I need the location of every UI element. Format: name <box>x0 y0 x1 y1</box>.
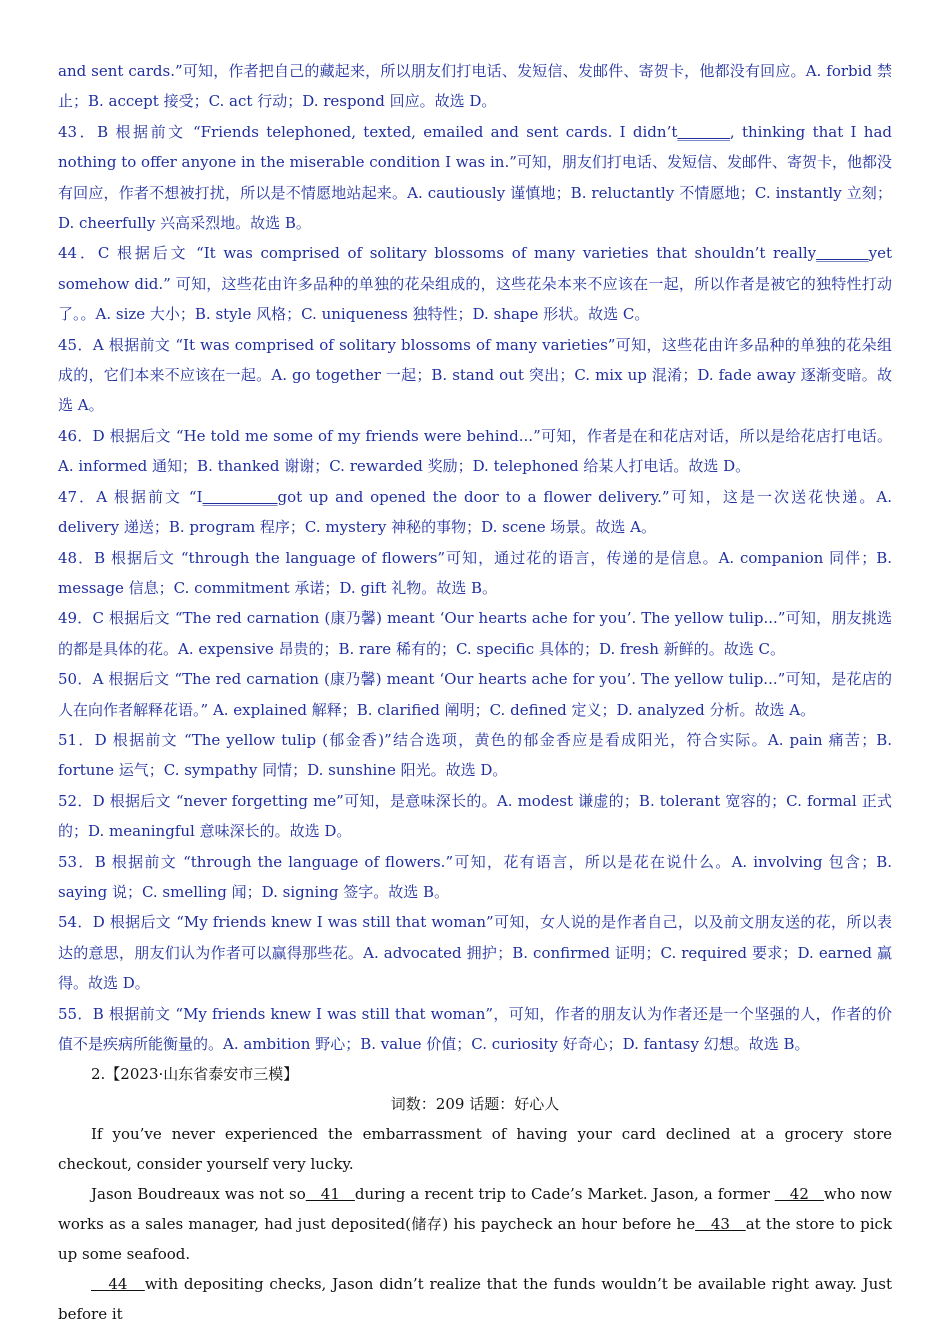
answer-item: 48．B 根据后文 “through the language of flowers”可知，通过花的语言，传递的是信息。A. companion 同伴；B. message 信息；C. commitment 承诺；D. gift 礼物。故选 B。 <box>58 548 892 597</box>
document-page <box>58 56 892 1329</box>
answer-item: 51．D 根据前文 “The yellow tulip (郁金香)”结合选项，黄色的郁金香应是看成阳光，符合实际。A. pain 痛苦；B. fortune 运气；C. sympathy 同情；D. sunshine 阳光。故选 D。 <box>58 730 892 780</box>
passage-meta: 词数：209 话题：好心人 <box>390 1095 560 1114</box>
cloze-blank: 44 <box>91 1275 145 1294</box>
cloze-blank: 42 <box>774 1185 824 1204</box>
blank-line: _______ <box>677 122 730 141</box>
answer-explanations <box>58 56 892 1059</box>
passage-paragraph: If you’ve never experienced the embarrassment of having your card declined at a grocery store checkout, consider yourself very lucky. <box>58 1125 892 1174</box>
answer-item: 43．B 根据前文 “Friends telephoned, texted, emailed and sent cards. I didn’t_______, thinking that I had nothing to offer anyone in the miserable condition I was in.”可知，朋友们打电话、发短信、发邮件、寄贺卡，他都没有回应，作者不想被打扰，所以是不情愿地站起来。A. cautiously 谨慎地；B. reluctantly 不情愿地；C. instantly 立刻；D. cheerfully 兴高采烈地。故选 B。 <box>58 122 892 233</box>
passage-paragraph: 44 with depositing checks, Jason didn’t realize that the funds wouldn’t be available right away. Just before it <box>58 1275 892 1324</box>
answer-item: and sent cards.”可知，作者把自己的藏起来，所以朋友们打电话、发短信、发邮件、寄贺卡，他都没有回应。A. forbid 禁止；B. accept 接受；C. act 行动；D. respond 回应。故选 D。 <box>58 62 892 111</box>
answer-item: 52．D 根据后文 “never forgetting me”可知，是意味深长的。A. modest 谦虚的；B. tolerant 宽容的；C. formal 正式的；D. meaningful 意味深长的。故选 D。 <box>58 791 892 841</box>
answer-item: 55．B 根据前文 “My friends knew I was still that woman”，可知，作者的朋友认为作者还是一个坚强的人，作者的价值不是疾病所能衡量的。A. ambition 野心；B. value 价值；C. curiosity 好奇心；D. fantasy 幻想。故选 B。 <box>58 1004 892 1053</box>
section-header: 2.【2023·山东省泰安市三模】 <box>91 1065 299 1084</box>
answer-item: 50．A 根据后文 “The red carnation (康乃馨) meant ‘Our hearts ache for you’. The yellow tulip...”可知，是花店的人在向作者解释花语。” A. explained 解释；B. clarified 阐明；C. defined 定义；D. analyzed 分析。故选 A。 <box>58 670 892 719</box>
answer-item: 54．D 根据后文 “My friends knew I was still that woman”可知，女人说的是作者自己，以及前文朋友送的花，所以表达的意思，朋友们认为作者可以赢得那些花。A. advocated 拥护；B. confirmed 证明；C. required 要求；D. earned 赢得。故选 D。 <box>58 913 892 993</box>
blank-line: __________ <box>202 487 278 506</box>
passage-paragraph: Jason Boudreaux was not so 41 during a recent trip to Cade’s Market. Jason, a former 42 who now works as a sales manager, had just deposited(储存) his paycheck an hour before he 43 at the store to pick up some seafood. <box>58 1185 892 1264</box>
passage-text <box>58 1119 892 1329</box>
blank-line: _______ <box>816 244 869 263</box>
cloze-blank: 41 <box>305 1185 355 1204</box>
answer-item: 53．B 根据前文 “through the language of flowers.”可知，花有语言，所以是花在说什么。A. involving 包含；B. saying 说；C. smelling 闻；D. signing 签字。故选 B。 <box>58 852 892 901</box>
answer-item: 49．C 根据后文 “The red carnation (康乃馨) meant ‘Our hearts ache for you’. The yellow tulip...”可知，朋友挑选的都是具体的花。A. expensive 昂贵的；B. rare 稀有的；C. specific 具体的；D. fresh 新鲜的。故选 C。 <box>58 609 892 658</box>
answer-item: 45．A 根据前文 “It was comprised of solitary blossoms of many varieties”可知，这些花由许多品种的单独的花朵组成的，它们本来不应该在一起。A. go together 一起；B. stand out 突出；C. mix up 混淆；D. fade away 逐渐变暗。故选 A。 <box>58 335 892 415</box>
answer-item: 47．A 根据前文 “I__________got up and opened the door to a flower delivery.”可知，这是一次送花快递。A. delivery 递送；B. program 程序；C. mystery 神秘的事物；D. scene 场景。故选 A。 <box>58 487 892 537</box>
answer-item: 46．D 根据后文 “He told me some of my friends were behind...”可知，作者是在和花店对话，所以是给花店打电话。A. informed 通知；B. thanked 谢谢；C. rewarded 奖励；D. telephoned 给某人打电话。故选 D。 <box>58 426 892 476</box>
answer-item: 44．C 根据后文 “It was comprised of solitary blossoms of many varieties that shouldn’t really_______yet somehow did.” 可知，这些花由许多品种的单独的花朵组成的，这些花朵本来不应该在一起，所以作者是被它的独特性打动了。。A. size 大小；B. style 风格；C. uniqueness 独特性；D. shape 形状。故选 C。 <box>58 244 892 324</box>
cloze-blank: 43 <box>695 1215 746 1234</box>
